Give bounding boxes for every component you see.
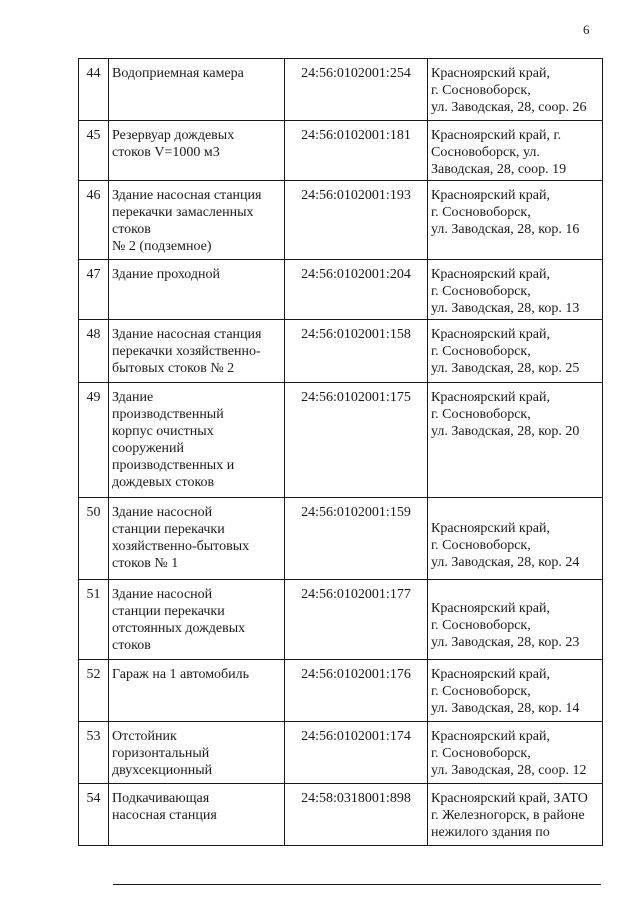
address-line: Красноярский край, xyxy=(431,729,550,744)
object-name-line: двухсекционный xyxy=(112,763,213,778)
address-line: ул. Заводская, 28, соор. 12 xyxy=(431,763,587,778)
address-line: Красноярский край, xyxy=(431,327,550,342)
row-number: 52 xyxy=(79,660,109,722)
table-row xyxy=(79,59,603,121)
address-line: г. Сосновоборск, xyxy=(431,284,531,299)
row-number: 49 xyxy=(79,383,109,498)
address-line: Сосновоборск, ул. xyxy=(431,145,540,160)
object-name-line: стоков № 1 xyxy=(112,556,179,571)
address-line: ул. Заводская, 28, кор. 16 xyxy=(431,222,580,237)
address-line: г. Сосновоборск, xyxy=(431,538,531,553)
address-line: Красноярский край, xyxy=(431,521,550,536)
object-name-line: дождевых стоков xyxy=(112,475,215,490)
address-line: Красноярский край, ЗАТО xyxy=(431,791,588,806)
address-line: Красноярский край, xyxy=(431,188,550,203)
object-name-line: Здание насосной xyxy=(112,505,213,520)
address-line: Красноярский край, г. xyxy=(431,128,562,143)
page-number: 6 xyxy=(583,22,590,37)
address-line: г. Сосновоборск, xyxy=(431,205,531,220)
cadastral-number: 24:56:0102001:204 xyxy=(285,260,428,320)
object-name-line: производственный xyxy=(112,407,224,422)
object-name-line: насосная станция xyxy=(112,808,217,823)
object-name-line: Подкачивающая xyxy=(112,791,210,806)
registry-body xyxy=(79,59,603,846)
object-name-line: стоков xyxy=(112,638,151,653)
address-line: Заводская, 28, соор. 19 xyxy=(431,162,567,177)
object-name-line: Здание насосная станция xyxy=(112,188,262,203)
table-row xyxy=(79,383,603,498)
address-line: Красноярский край, xyxy=(431,667,550,682)
object-name xyxy=(109,320,285,383)
object-address xyxy=(428,260,603,320)
object-name-line: Здание насосной xyxy=(112,587,213,602)
address-line: г. Сосновоборск, xyxy=(431,344,531,359)
table-row xyxy=(79,121,603,181)
object-address xyxy=(428,181,603,260)
cadastral-number: 24:56:0102001:193 xyxy=(285,181,428,260)
row-number: 51 xyxy=(79,580,109,660)
table-row xyxy=(79,660,603,722)
table-row xyxy=(79,320,603,383)
row-number: 54 xyxy=(79,784,109,846)
cadastral-number: 24:58:0318001:898 xyxy=(285,784,428,846)
object-name-line: Водоприемная камера xyxy=(112,66,244,81)
object-name-line: Здание xyxy=(112,390,154,405)
row-number: 45 xyxy=(79,121,109,181)
address-line: Красноярский край, xyxy=(431,267,550,282)
address-line: Красноярский край, xyxy=(431,390,550,405)
row-number: 47 xyxy=(79,260,109,320)
object-name xyxy=(109,660,285,722)
object-name-line: сооружений xyxy=(112,441,185,456)
object-name-line: отстоянных дождевых xyxy=(112,621,246,636)
object-name-line: Здание проходной xyxy=(112,267,221,282)
table-row xyxy=(79,181,603,260)
object-name-line: Гараж на 1 автомобиль xyxy=(112,667,250,682)
object-name xyxy=(109,498,285,580)
cadastral-number: 24:56:0102001:181 xyxy=(285,121,428,181)
object-address xyxy=(428,498,603,580)
row-number: 53 xyxy=(79,722,109,784)
object-name xyxy=(109,784,285,846)
address-line: ул. Заводская, 28, соор. 26 xyxy=(431,100,587,115)
object-address xyxy=(428,580,603,660)
object-name-line: перекачки хозяйственно- xyxy=(112,344,261,359)
object-name xyxy=(109,383,285,498)
object-name-line: хозяйственно-бытовых xyxy=(112,539,250,554)
object-name-line: бытовых стоков № 2 xyxy=(112,361,235,376)
object-address xyxy=(428,121,603,181)
address-line: ул. Заводская, 28, кор. 14 xyxy=(431,701,580,716)
object-name-line: станции перекачки xyxy=(112,522,225,537)
object-name-line: Здание насосная станция xyxy=(112,327,262,342)
object-name xyxy=(109,722,285,784)
object-address xyxy=(428,383,603,498)
footer-rule xyxy=(113,884,601,885)
cadastral-number: 24:56:0102001:159 xyxy=(285,498,428,580)
object-name-line: стоков V=1000 м3 xyxy=(112,145,220,160)
table-row xyxy=(79,784,603,846)
address-line: ул. Заводская, 28, кор. 24 xyxy=(431,555,580,570)
object-name-line: № 2 (подземное) xyxy=(112,239,212,254)
cadastral-number: 24:56:0102001:158 xyxy=(285,320,428,383)
address-line: г. Сосновоборск, xyxy=(431,618,531,633)
address-line: ул. Заводская, 28, кор. 13 xyxy=(431,301,580,316)
cadastral-number: 24:56:0102001:174 xyxy=(285,722,428,784)
object-name xyxy=(109,181,285,260)
address-line: Красноярский край, xyxy=(431,66,550,81)
address-line: ул. Заводская, 28, кор. 23 xyxy=(431,635,580,650)
cadastral-number: 24:56:0102001:177 xyxy=(285,580,428,660)
object-address xyxy=(428,59,603,121)
row-number: 50 xyxy=(79,498,109,580)
row-number: 48 xyxy=(79,320,109,383)
cadastral-number: 24:56:0102001:175 xyxy=(285,383,428,498)
table-row xyxy=(79,722,603,784)
object-name-line: станции перекачки xyxy=(112,604,225,619)
address-line: ул. Заводская, 28, кор. 25 xyxy=(431,361,580,376)
object-address xyxy=(428,784,603,846)
address-line: г. Железногорск, в районе xyxy=(431,808,585,823)
cadastral-number: 24:56:0102001:176 xyxy=(285,660,428,722)
cadastral-number: 24:56:0102001:254 xyxy=(285,59,428,121)
object-address xyxy=(428,722,603,784)
table-row xyxy=(79,580,603,660)
object-name xyxy=(109,260,285,320)
object-name xyxy=(109,580,285,660)
table-row xyxy=(79,498,603,580)
object-name-line: Отстойник xyxy=(112,729,177,744)
object-name-line: горизонтальный xyxy=(112,746,210,761)
address-line: г. Сосновоборск, xyxy=(431,407,531,422)
row-number: 46 xyxy=(79,181,109,260)
property-registry-table xyxy=(78,58,603,846)
table-row xyxy=(79,260,603,320)
object-address xyxy=(428,660,603,722)
object-name-line: перекачки замасленных xyxy=(112,205,254,220)
address-line: г. Сосновоборск, xyxy=(431,684,531,699)
object-name-line: стоков xyxy=(112,222,151,237)
object-name-line: корпус очистных xyxy=(112,424,214,439)
object-address xyxy=(428,320,603,383)
row-number: 44 xyxy=(79,59,109,121)
object-name-line: Резервуар дождевых xyxy=(112,128,235,143)
object-name-line: производственных и xyxy=(112,458,235,473)
address-line: г. Сосновоборск, xyxy=(431,746,531,761)
address-line: ул. Заводская, 28, кор. 20 xyxy=(431,424,580,439)
address-line: нежилого здания по xyxy=(431,825,550,840)
address-line: Красноярский край, xyxy=(431,601,550,616)
address-line: г. Сосновоборск, xyxy=(431,83,531,98)
object-name xyxy=(109,121,285,181)
object-name xyxy=(109,59,285,121)
